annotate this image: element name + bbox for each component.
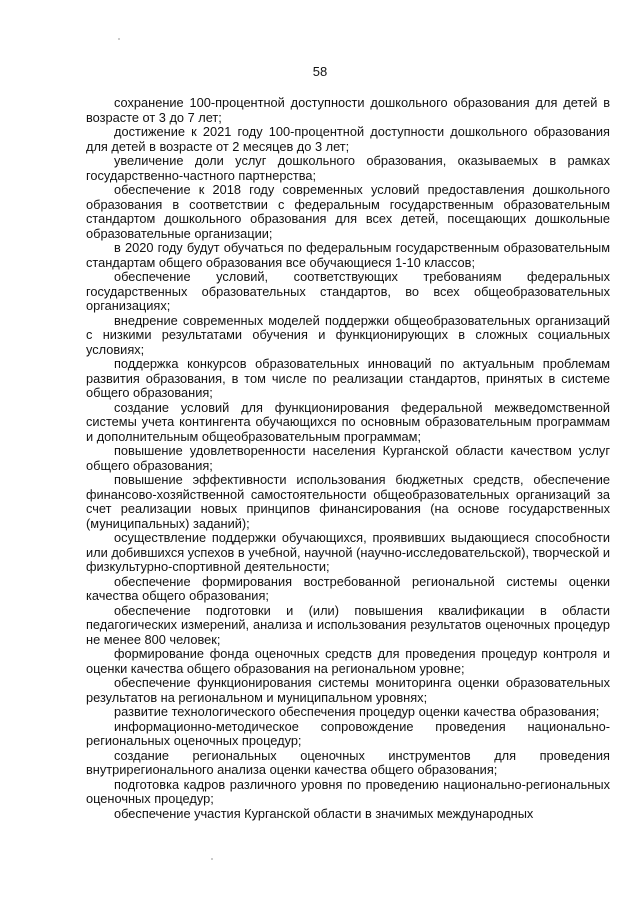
paragraph: формирование фонда оценочных средств для проведения процедур контроля и оценки качества общего образования на региональном уровне; bbox=[86, 646, 610, 676]
page-number: 58 bbox=[312, 64, 328, 79]
paragraph: повышение удовлетворенности населения Курганской области качеством услуг общего образования; bbox=[86, 443, 610, 473]
paragraph: достижение к 2021 году 100-процентной доступности дошкольного образования для детей в возрасте от 2 месяцев до 3 лет; bbox=[86, 124, 610, 154]
paragraph: в 2020 году будут обучаться по федеральным государственным образовательным стандартам общего образования все обучающиеся 1-10 классов; bbox=[86, 240, 610, 270]
paragraph: создание региональных оценочных инструментов для проведения внутрирегионального анализа оценки качества общего образования; bbox=[86, 747, 610, 777]
paragraph: обеспечение участия Курганской области в значимых международных bbox=[114, 805, 534, 821]
paragraph: внедрение современных моделей поддержки общеобразовательных организаций с низкими результатами обучения и функционирующих в сложных социальных условиях; bbox=[86, 312, 610, 357]
paragraph: подготовка кадров различного уровня по проведению национально-региональных оценочных процедур; bbox=[86, 776, 610, 806]
paragraph: обеспечение формирования востребованной региональной системы оценки качества общего образования; bbox=[86, 573, 610, 603]
scan-speck bbox=[211, 858, 213, 860]
document-body bbox=[86, 96, 610, 821]
paragraph: обеспечение условий, соответствующих требованиям федеральных государственных образовательных стандартов, во всех общеобразовательных организациях; bbox=[86, 269, 610, 313]
paragraph: обеспечение к 2018 году современных условий предоставления дошкольного образования в соответствии с федеральным государственным образовательным стандартом дошкольного образования для всех детей, посещающих дошкольные образовательные организации; bbox=[86, 182, 610, 241]
scan-speck bbox=[118, 38, 120, 40]
paragraph: обеспечение подготовки и (или) повышения квалификации в области педагогических измерений, анализа и использования результатов оценочных процедур не менее 800 человек; bbox=[86, 602, 610, 647]
paragraph: повышение эффективности использования бюджетных средств, обеспечение финансово-хозяйственной самостоятельности общеобразовательных организаций за счет реализации новых принципов финансирования (на основе государственных (муниципальных) заданий); bbox=[86, 472, 610, 531]
paragraph: увеличение доли услуг дошкольного образования, оказываемых в рамках государственно-частного партнерства; bbox=[86, 153, 610, 183]
paragraph: поддержка конкурсов образовательных инноваций по актуальным проблемам развития образования, в том числе по реализации стандартов, принятых в системе общего образования; bbox=[86, 356, 610, 400]
paragraph: создание условий для функционирования федеральной межведомственной системы учета контингента обучающихся по основным образовательным программам и дополнительным общеобразовательным программам; bbox=[86, 399, 610, 444]
paragraph: сохранение 100-процентной доступности дошкольного образования для детей в возрасте от 3 до 7 лет; bbox=[86, 95, 610, 125]
paragraph: информационно-методическое сопровождение проведения национально-региональных оценочных процедур; bbox=[86, 718, 610, 748]
paragraph: развитие технологического обеспечения процедур оценки качества образования; bbox=[114, 704, 600, 719]
paragraph: осуществление поддержки обучающихся, проявивших выдающиеся способности или добившихся успехов в учебной, научной (научно-исследовательской), творческой и физкультурно-спортивной деятельности; bbox=[86, 530, 610, 574]
paragraph: обеспечение функционирования системы мониторинга оценки образовательных результатов на региональном и муниципальном уровнях; bbox=[86, 675, 610, 705]
